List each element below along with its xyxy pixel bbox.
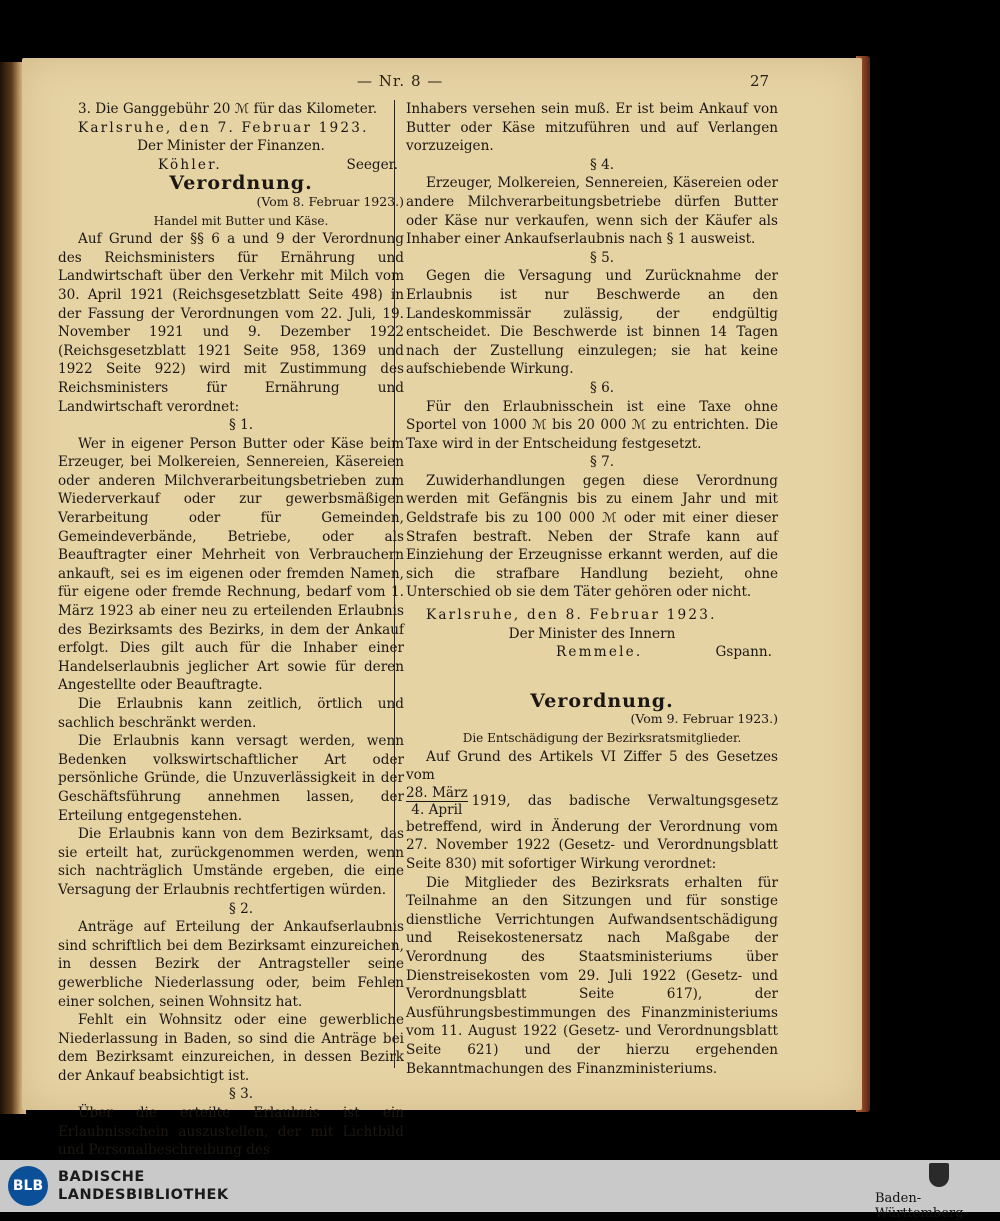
- section-6-title: § 6.: [589, 379, 615, 396]
- section-2-title: § 2.: [228, 900, 254, 917]
- section-7-title: § 7.: [589, 454, 615, 471]
- section-2-para-a: Anträge auf Erteilung der Ankaufserlaubnis sind schriftlich bei dem Bezirksamt einzureichen, in dessen Bezirk der Antragsteller seine gewerbliche Niederlassung oder, beim Fehlen einer solchen, seinen Wohnsitz hat.: [58, 919, 404, 1010]
- section-4-title: § 4.: [589, 156, 615, 173]
- blb-logo[interactable]: BLB: [8, 1166, 48, 1206]
- ordinance-body-2: Die Mitglieder des Bezirksrats erhalten für Teilnahme an den Sitzungen und für sonstige dienstliche Verrichtungen Aufwandsentschädigung und Reisekostenersatz nach Maßgabe der Verordnung des Staatsministeriums über Dienstreisekosten vom 29. Juli 1922 (Gesetz- und Verordnungsblatt Seite 617), der Ausführungsbestimmungen des Finanzministeriums vom 11. August 1922 (Gesetz- und Verordnungsblatt Seite 621) und der hierzu ergehenden Bekanntmachungen des Finanzministeriums.: [406, 874, 778, 1077]
- ordinance-subject: Handel mit Butter und Käse.: [153, 213, 329, 228]
- issue-number: — Nr. 8 —: [357, 72, 444, 90]
- section-1-para-a: Wer in eigener Person Butter oder Käse beim Erzeuger, bei Molkereien, Sennereien, Käsereien oder anderen Milchverarbeitungsbetrieben zum Wiederverkauf oder zur gewerbsmäßigen Verarbeitung oder für Gemeinden, Gemeindeverbände, Betriebe, oder als Beauftragter einer Mehrheit von Verbrauchern ankauft, sei es im eigenen oder fremden Namen, für eigene oder fremde Rechnung, bedarf vom 1. März 1923 ab einer neu zu erteilenden Erlaubnis des Bezirksamts des Bezirks, in dem der Ankauf erfolgt. Dies gilt auch für die Inhaber einer Handelserlaubnis jeglicher Art sowie für deren Angestellte oder Beauftragte.: [58, 435, 404, 694]
- section-1-para-b: Die Erlaubnis kann zeitlich, örtlich und sachlich beschränkt werden.: [58, 696, 404, 731]
- ordinance-date-2: (Vom 9. Februar 1923.): [630, 711, 778, 727]
- fee-item: 3. Die Ganggebühr 20 ℳ für das Kilometer.: [78, 101, 378, 117]
- section-5-para-a: Gegen die Versagung und Zurücknahme der Erlaubnis ist nur Beschwerde an den Landeskommissär zulässig, der endgültig entscheidet. Die Beschwerde ist binnen 14 Tagen nach der Zustellung einzulegen; sie hat keine aufschiebende Wirkung.: [406, 268, 778, 378]
- intro-continuation: 1919, das badische Verwaltungsgesetz betreffend, wird in Änderung der Verordnung vom 27. November 1922 (Gesetz- und Verordnungsblatt Seite 830) mit sofortiger Wirkung verordnet:: [406, 792, 778, 872]
- section-1-para-c: Die Erlaubnis kann versagt werden, wenn Bedenken volkswirtschaftlicher Art oder persönliche Gründe, die Unzuverlässigkeit in der Geschäftsführung annehmen lassen, der Erteilung entgegenstehen.: [58, 733, 404, 824]
- section-2-para-b: Fehlt ein Wohnsitz oder eine gewerbliche Niederlassung in Baden, so sind die Anträge bei dem Bezirksamt einzureichen, in dessen Bezirk der Ankauf beabsichtigt ist.: [58, 1012, 404, 1084]
- section-3-continued: Inhabers versehen sein muß. Er ist beim Ankauf von Butter oder Käse mitzuführen und auf Verlangen vorzuzeigen.: [406, 101, 778, 155]
- signature-right: Seeger.: [346, 156, 398, 173]
- ordinance-heading-2: Verordnung.: [530, 689, 674, 712]
- left-column: [58, 100, 404, 1160]
- section-6-para-a: Für den Erlaubnisschein ist eine Taxe ohne Sportel von 1000 ℳ bis 20 000 ℳ zu entrichten. Die Taxe wird in der Entscheidung festgesetzt.: [406, 398, 778, 452]
- minister-title-2: Der Minister des Innern: [508, 625, 676, 642]
- ordinance-heading: Verordnung.: [169, 172, 313, 195]
- footer-bar: [0, 1160, 1000, 1221]
- section-1-title: § 1.: [228, 417, 254, 434]
- fraction-top: 28. März: [406, 784, 468, 801]
- library-name-line1: BADISCHE: [58, 1169, 145, 1185]
- signature-left-2: Remmele.: [556, 644, 643, 661]
- ordinance-intro: Auf Grund der §§ 6 a und 9 der Verordnung des Reichsministers für Ernährung und Landwirtschaft über den Verkehr mit Milch vom 30. April 1921 (Reichsgesetzblatt Seite 498) in der Fassung der Verordnungen vom 22. Juli, 19. November 1921 und 9. Dezember 1922 (Reichsgesetzblatt 1921 Seite 958, 1369 und 1922 Seite 922) wird mit Zustimmung des Reichsministers für Ernährung und Landwirtschaft verordnet:: [58, 231, 404, 415]
- section-7-para-a: Zuwiderhandlungen gegen diese Verordnung werden mit Gefängnis bis zu einem Jahr und mit Geldstrafe bis zu 100 000 ℳ oder mit einer dieser Strafen bestraft. Neben der Strafe kann auf Einziehung der Erzeugnisse erkannt werden, auf die sich die strafbare Handlung bezieht, ohne Unterschied ob sie dem Täter gehören oder nicht.: [406, 472, 778, 601]
- scanned-page: [22, 58, 862, 1159]
- library-name[interactable]: [58, 1168, 229, 1204]
- section-1-para-d: Die Erlaubnis kann von dem Bezirksamt, das sie erteilt hat, zurückgenommen werden, wenn sich nachträglich Umstände ergeben, die eine Versagung der Erlaubnis rechtfertigen würden.: [58, 826, 404, 898]
- state-crest-icon: [929, 1163, 949, 1187]
- ordinance-intro-2a: Auf Grund des Artikels VI Ziffer 5 des Gesetzes vom: [406, 748, 778, 784]
- ordinance-date: (Vom 8. Februar 1923.): [256, 193, 404, 209]
- section-4-para-a: Erzeuger, Molkereien, Sennereien, Käsereien oder andere Milchverarbeitungsbetriebe dürfen Butter oder Käse nur verkaufen, wenn sich der Käufer als Inhaber einer Ankaufserlaubnis nach § 1 ausweist.: [406, 175, 778, 248]
- page-header: [22, 66, 862, 90]
- page-number: 27: [750, 72, 770, 90]
- minister-title: Der Minister der Finanzen.: [137, 138, 325, 155]
- right-column: [406, 100, 778, 1078]
- signature-right-2: Gspann.: [715, 644, 772, 661]
- library-name-line2: LANDESBIBLIOTHEK: [58, 1187, 229, 1203]
- ordinance-intro-2b: [406, 785, 778, 874]
- date-fraction: [406, 785, 468, 818]
- place-date-2: Karlsruhe, den 8. Februar 1923.: [426, 607, 717, 624]
- state-name[interactable]: Baden-Württemberg: [875, 1191, 964, 1221]
- signature-left: Köhler.: [158, 156, 222, 173]
- section-5-title: § 5.: [589, 249, 615, 266]
- section-3-para-a: Über die erteilte Erlaubnis ist ein Erlaubnisschein auszustellen, der mit Lichtbild und Personalbeschreibung des: [58, 1105, 404, 1159]
- place-date: Karlsruhe, den 7. Februar 1923.: [78, 119, 369, 136]
- signatures-2: [406, 643, 778, 662]
- ordinance-subject-2: Die Entschädigung der Bezirksratsmitglieder.: [462, 731, 742, 745]
- section-3-title: § 3.: [228, 1086, 254, 1103]
- fraction-bottom: 4. April: [411, 801, 463, 818]
